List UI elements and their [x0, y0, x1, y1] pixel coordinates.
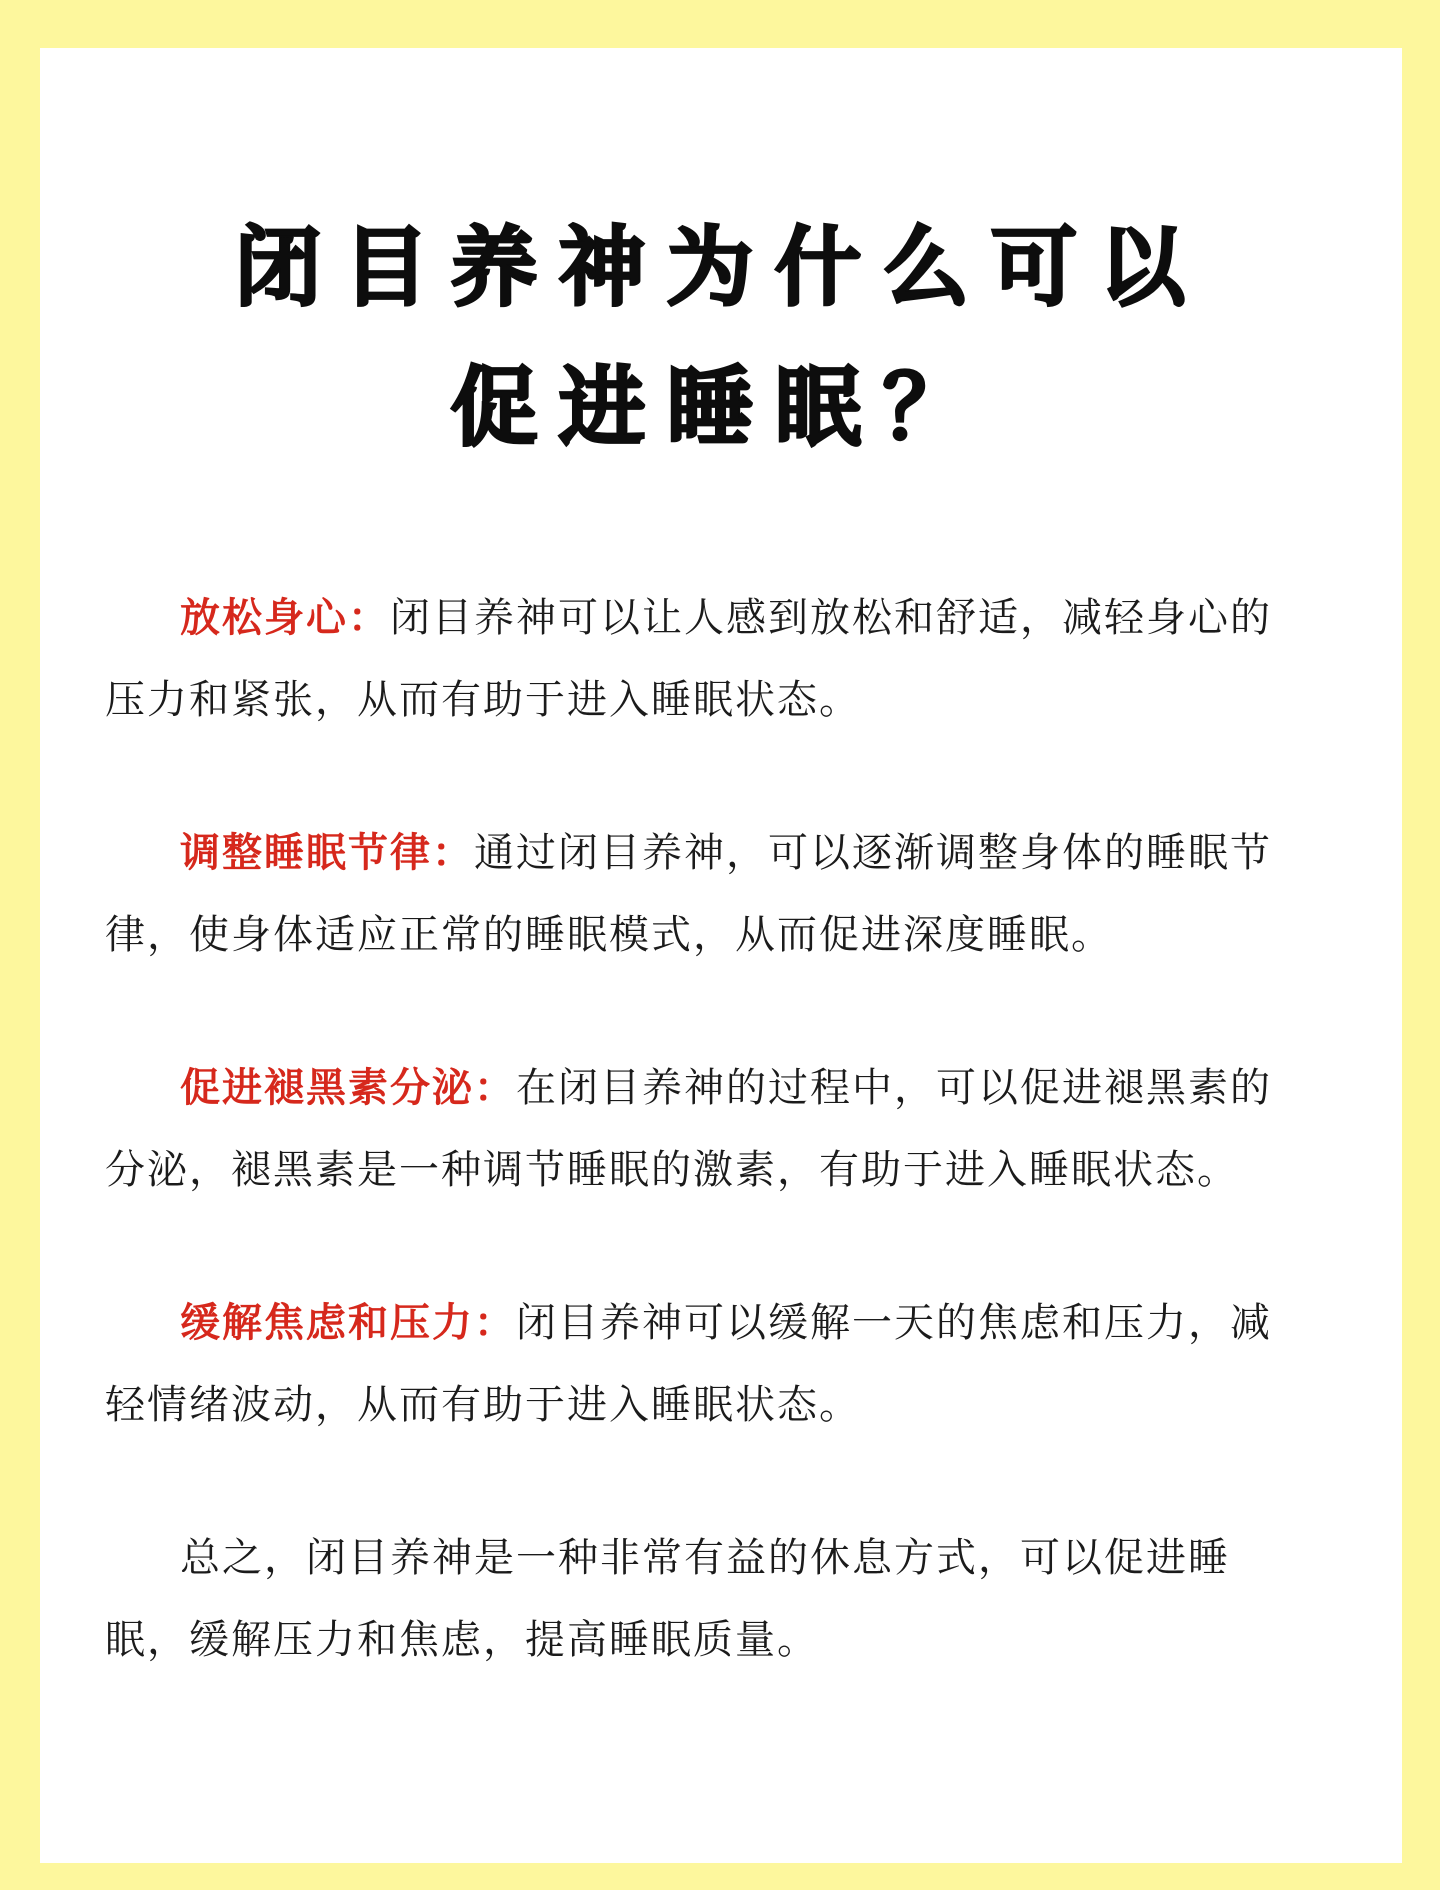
- paragraph-text: 在闭目养神的过程中，可以促进褪黑素的: [516, 1066, 1272, 1110]
- content-card: [40, 48, 1402, 1863]
- paragraph-melatonin: [105, 1047, 1347, 1211]
- paragraph-line: 轻情绪波动，从而有助于进入睡眠状态。: [105, 1383, 861, 1427]
- paragraph-lead-label: 放松身心：: [180, 596, 390, 640]
- paragraph-line: [105, 1047, 1347, 1129]
- paragraph-anxiety: [105, 1282, 1347, 1446]
- paragraph-line: [105, 1517, 1347, 1599]
- paragraph-lead-label: 缓解焦虑和压力：: [180, 1301, 516, 1345]
- paragraph-text: 通过闭目养神，可以逐渐调整身体的睡眠节: [474, 831, 1272, 875]
- paragraph-lead-label: 促进褪黑素分泌：: [180, 1066, 516, 1110]
- paragraph-line: 分泌，褪黑素是一种调节睡眠的激素，有助于进入睡眠状态。: [105, 1148, 1239, 1192]
- poster-title-line-2: 促进睡眠？: [451, 360, 991, 456]
- paragraph-line: 压力和紧张，从而有助于进入睡眠状态。: [105, 678, 861, 722]
- paragraph-line: [105, 1282, 1347, 1364]
- paragraph-line: [105, 812, 1347, 894]
- poster-title-line-1: 闭目养神为什么可以: [235, 220, 1207, 316]
- paragraph-rhythm: [105, 812, 1347, 976]
- poster-body: [40, 577, 1402, 1681]
- paragraph-conclusion: [105, 1517, 1347, 1681]
- paragraph-line: 律，使身体适应正常的睡眠模式，从而促进深度睡眠。: [105, 913, 1113, 957]
- paragraph-line: 眠，缓解压力和焦虑，提高睡眠质量。: [105, 1618, 819, 1662]
- paragraph-line: [105, 577, 1347, 659]
- paragraph-text: 总之，闭目养神是一种非常有益的休息方式，可以促进睡: [180, 1536, 1230, 1580]
- paragraph-lead-label: 调整睡眠节律：: [180, 831, 474, 875]
- paragraph-text: 闭目养神可以缓解一天的焦虑和压力，减: [516, 1301, 1272, 1345]
- poster-title: [40, 198, 1402, 478]
- paragraph-relax: [105, 577, 1347, 741]
- paragraph-text: 闭目养神可以让人感到放松和舒适，减轻身心的: [390, 596, 1272, 640]
